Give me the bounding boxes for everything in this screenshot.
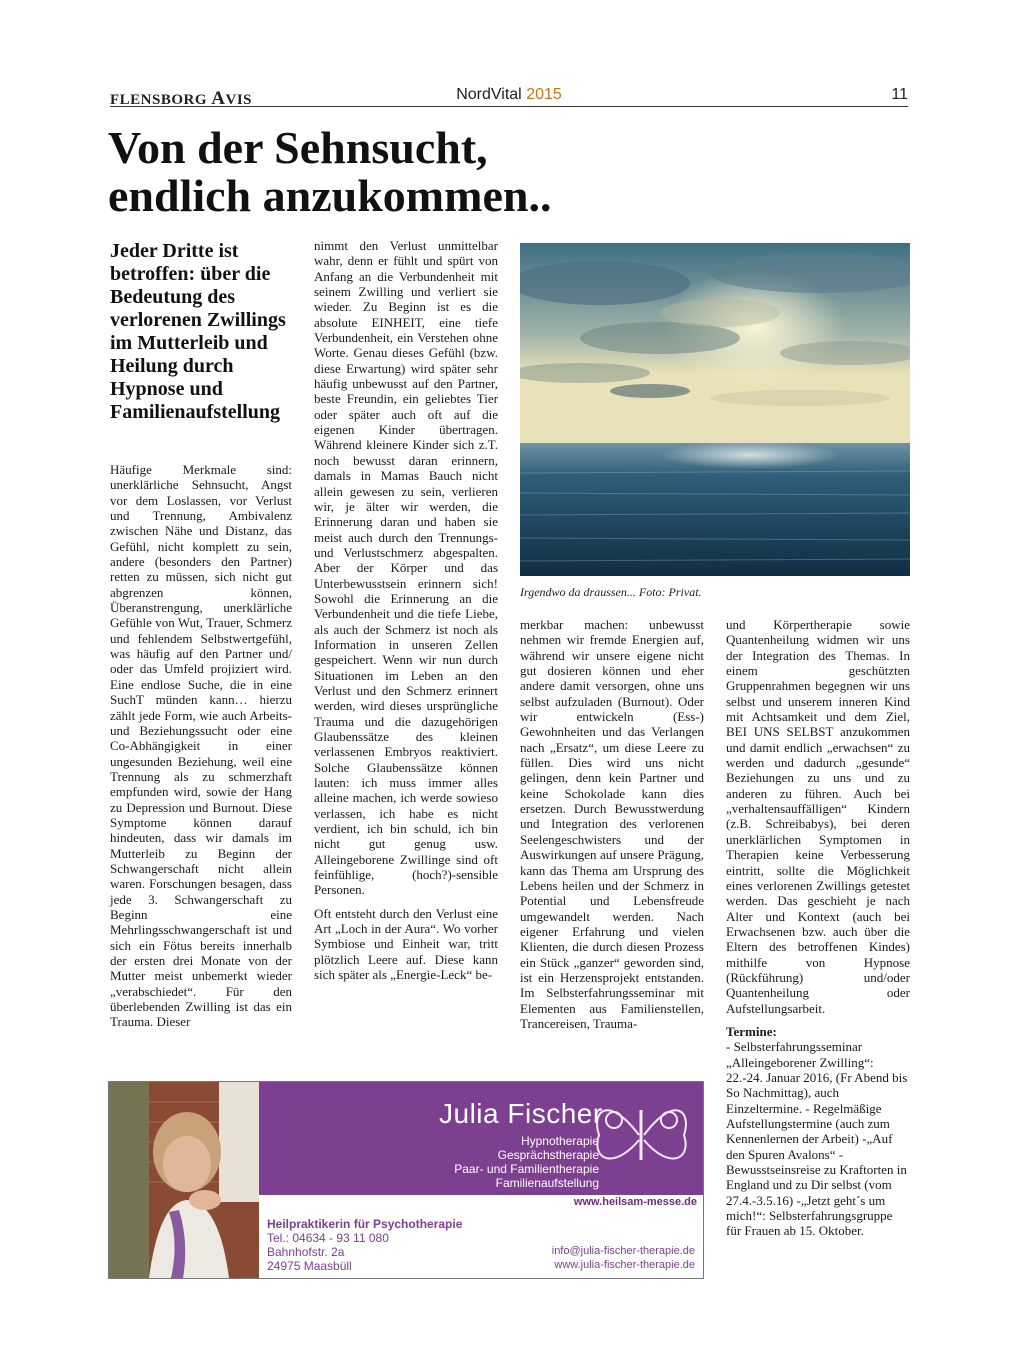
termine-label: Termine: [726,1023,777,1039]
practitioner-name: Julia Fischer [439,1098,603,1129]
practitioner-title: Heilpraktikerin für Psychotherapie [267,1217,463,1231]
paragraph: Häufige Merkmale sind: unerklärliche Sehnsucht, Angst vor dem Loslassen, vor Verlust und Trennung, Ambivalenz zwischen Nähe und Distanz, das Gefühl, nicht komplett zu sein, andere (besonders den Partner) retten zu müssen, sich nicht gut abgrenzen können, Überanstrengung, unerklärliche Gefühle von Wut, Trauer, Schmerz und fehlendem Selbstwertgefühl, was häufig auf den Partner und/ oder das Umfeld projiziert wird. Eine endlose Suche, die in eine SuchT münden kann… hierzu zählt jede Form, wie auch Arbeits- und Beziehungssucht oder eine Co-Abhängigkeit in einer ungesunden Beziehung, weil eine Trennung als zu schmerzhaft empfunden wird, sowie der Hang zu Depression und Burnout. Diese Symptome können darauf hindeuten, dass wir damals im Mutterleib zu Beginn der Schwangerschaft nicht allein waren. Forschungen besagen, dass jede 3. Schwangerschaft zu Beginn eine Mehrlingsschwangerschaft ist und sich ein Fötus bereits innerhalb der ersten drei Monate von der Mutter meist unbemerkt wieder „verabschiedet“. Für den überlebenden Zwilling ist das ein Trauma. Dieser [110,462,292,1030]
headline-line1: Von der Sehnsucht, [108,122,488,173]
page-number: 11 [891,86,908,103]
photo-caption: Irgendwo da draussen... Foto: Privat. [520,585,702,599]
termine-text: - Selbsterfahrungsseminar „Alleingeborener Zwilling“: 22.-24. Januar 2016, (Fr Abend bis So Nachmittag), auch Einzeltermine. - Regelmäßige Aufstellungstermine (auch zum Kennenlernen der Arbeit) -„Auf den Spuren Avalons“ - Bewusstseinsreise zu Kraftorten in England und zu Dir selbst (vom 27.4.-3.5.16) -„Jetzt geht´s um mich!“: Selbsterfahrungsgruppe für Frauen ab 15. Oktober. [726,1039,908,1239]
subheadline: Jeder Dritte ist betroffen: über die Bedeutung des verlorenen Zwillings im Mutterleib und Heilung durch Hypnose und Familienaufstellung [110,240,286,423]
portrait-photo [109,1082,259,1278]
section-title [0,86,1018,104]
article-column-2 [314,238,498,991]
butterfly-icon [589,1090,694,1180]
service-item: Hypnotherapie [520,1134,599,1148]
ad-website-link[interactable]: www.heilsam-messe.de [573,1196,697,1208]
website-link[interactable]: www.julia-fischer-therapie.de [554,1259,695,1271]
article-column-4 [726,617,910,1239]
headline-line2: endlich anzukommen.. [108,170,552,221]
paragraph: nimmt den Verlust unmittelbar wahr, denn er fühlt und spürt von Anfang an die Verbundenheit mit seinem Zwilling und verliert sie wieder. Zu Beginn ist es die absolute EINHEIT, eine tiefe Verbundenheit, ein Verstehen ohne Worte. Genau dieses Gefühl (bzw. diese Erwartung) wird später sehr häufig unbewusst auf den Partner, beste Freundin, ein geliebtes Tier oder später auch oft auf die eigenen Kinder übertragen. Während kleinere Kinder sich z.T. noch bewusst daran erinnern, damals in Mamas Bauch nicht allein gewesen zu sein, verlieren wir, je älter wir werden, die Erinnerung daran und haben sie meist auch durch den Trennungs- und Verlustschmerz abgespalten. Aber der Körper und das Unterbewusstsein erinnern sich! Sowohl die Erinnerung an die Verbundenheit und die tiefe Liebe, als auch der Schmerz ist noch als Information in unseren Zellen gespeichert. Wenn wir nun durch Situationen im Leben an den Verlust und den Schmerz erinnert werden, wird dieses ursprüngliche Trauma und die dazugehörigen Glaubenssätze des kleinen verlassenen Embryos reaktiviert. Solche Glaubenssätze können lauten: ich muss immer alles alleine machen, ich werde sowieso verlassen, ich habe es nicht verdient, ich bin schuld, ich bin nicht gut genug usw. Alleingeborene Zwillinge sind oft feinfühlige, (hoch?)-sensible Personen. [314,238,498,898]
headline [108,124,908,220]
section-year: 2015 [526,86,562,103]
logo-suffix: VIS [225,92,253,108]
city-address: 24975 Maasbüll [267,1259,352,1273]
street-address: Bahnhofstr. 2a [267,1245,345,1259]
service-item: Gesprächstherapie [497,1148,599,1162]
email-link[interactable]: info@julia-fischer-therapie.de [551,1245,695,1257]
article-column-1 [110,462,292,1038]
sea-sunset-photo [520,243,910,576]
paragraph: merkbar machen: unbewusst nehmen wir fremde Energien auf, während wir unsere eigene nicht gut dosieren können und eher andere damit versorgen, ohne uns selbst aufzuladen (Burnout). Oder wir entwickeln (Ess-) Gewohnheiten und das Verlangen nach „Ersatz“, um diese Leere zu füllen. Dies wird uns nicht gelingen, denn kein Partner und keine Schokolade kann dies ersetzen. Durch Bewusstwerdung und Integration des verlorenen Seelengeschwisters und der Auswirkungen auf unsere Prägung, kann das Thema am Ursprung des Lebens heilen und der Schmerz in Potential und Lebensfreude umgewandelt werden. Nach eigener Erfahrung und vielen Klienten, die durch diesen Prozess ein Stück „ganzer“ geworden sind, ist ein Herzensprojekt entstanden. Im Selbsterfahrungsseminar mit Elementen aus Familienstellen, Trancereisen, Trauma- [520,617,704,1031]
article-column-3 [520,617,704,1039]
logo-a: A [211,88,226,109]
logo-prefix: FLENSBORG [110,92,212,108]
advertisement [108,1081,704,1279]
service-item: Paar- und Familientherapie [454,1162,599,1176]
paragraph: und Körpertherapie sowie Quantenheilung widmen wir uns der Integration des Themas. In einem geschützten Gruppenrahmen begegnen wir uns selbst und unserem inneren Kind mit Achtsamkeit und dem Ziel, BEI UNS SELBST anzukommen und damit endlich „erwachsen“ zu werden und dadurch „gesunde“ Beziehungen zu uns und zu anderen zu führen. Auch bei „verhaltensauffälligen“ Kindern (z.B. Schreibabys), bei deren unerklärlichen Symptomen in Therapien keine Verbesserung eintritt, sollte die Möglichkeit eines verlorenen Zwillings getestet werden. Das geschieht je nach Alter und Kontext (auch bei Erwachsenen bzw. auch über die Eltern des betroffenen Kindes) mithilfe von Hypnose (Rückführung) und/oder Quantenheilung oder Aufstellungsarbeit. [726,617,910,1016]
paragraph: Oft entsteht durch den Verlust eine Art „Loch in der Aura“. Wo vorher Symbiose und Einheit war, tritt plötzlich Leere auf. Diese kann sich später als „Energie-Leck“ be- [314,905,498,983]
phone-number: Tel.: 04634 - 93 11 080 [267,1231,389,1245]
services-list [399,1134,599,1190]
online-contact [529,1244,695,1272]
service-item: Familienaufstellung [495,1176,599,1190]
section-name: NordVital [456,86,522,103]
header-rule [110,106,908,107]
contact-block [267,1217,462,1273]
